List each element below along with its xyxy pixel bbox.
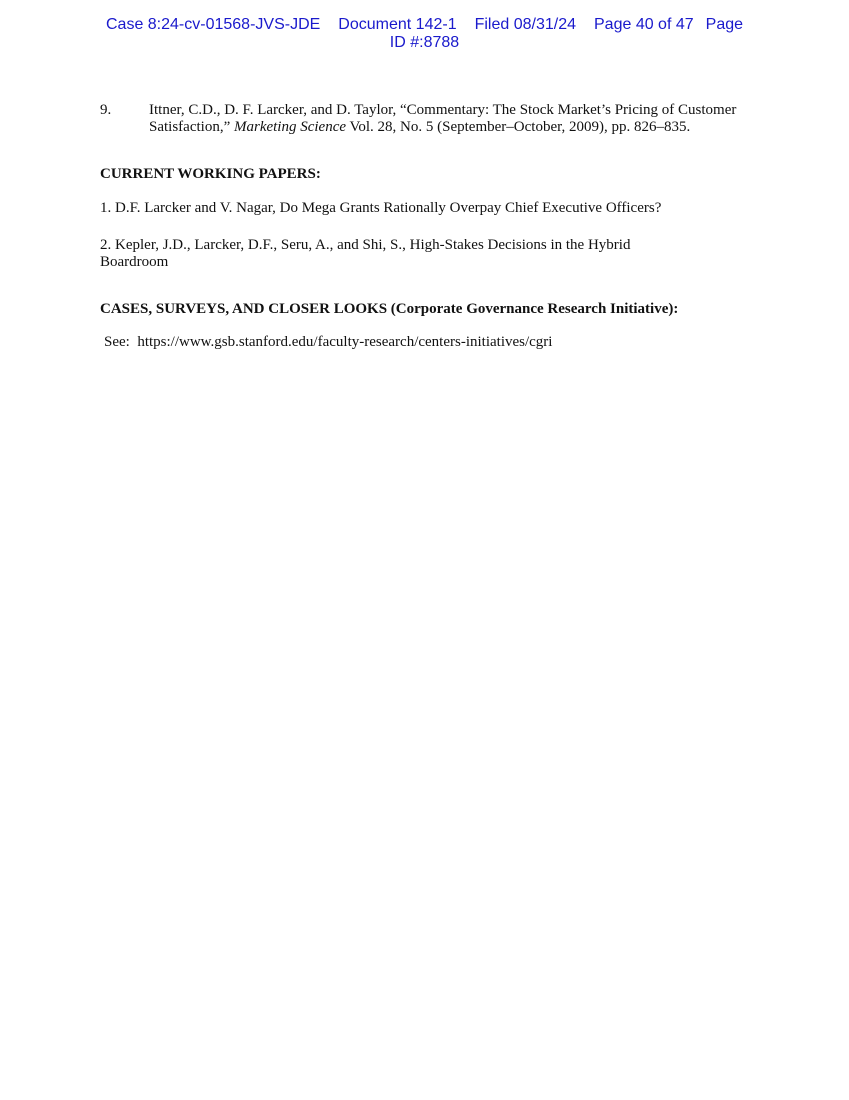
document-body	[100, 102, 750, 351]
citation-details: Vol. 28, No. 5 (September–October, 2009), pp. 826–835.	[346, 119, 691, 135]
citation-journal: Marketing Science	[233, 119, 347, 135]
working-paper-item: 2. Kepler, J.D., Larcker, D.F., Seru, A., and Shi, S., High-Stakes Decisions in the Hybrid Boardroom	[100, 237, 631, 270]
court-filing-header	[0, 16, 849, 52]
filing-header-line	[0, 16, 849, 34]
case-number: Case 8:24-cv-01568-JVS-JDE	[105, 16, 321, 33]
working-paper-item: 1. D.F. Larcker and V. Nagar, Do Mega Grants Rationally Overpay Chief Executive Officers?	[100, 200, 662, 216]
reference-number: 9.	[100, 102, 112, 118]
page-count: Page 40 of 47	[594, 16, 694, 33]
page-id: ID #:8788	[389, 34, 460, 51]
cases-heading: CASES, SURVEYS, AND CLOSER LOOKS (Corporate Governance Research Initiative):	[100, 301, 679, 317]
see-label: See:	[104, 334, 130, 350]
document-number: Document 142-1	[338, 16, 457, 33]
filed-date: Filed 08/31/24	[474, 16, 576, 33]
cgri-reference	[100, 334, 750, 351]
citation-authors-title: Ittner, C.D., D. F. Larcker, and D. Taylor, “Commentary: The Stock Market’s Pricing of Customer Satisfaction,”	[149, 102, 737, 135]
page-label: Page	[705, 16, 744, 33]
reference-item	[100, 102, 750, 136]
cgri-url: https://www.gsb.stanford.edu/faculty-research/centers-initiatives/cgri	[137, 334, 553, 350]
reference-citation	[149, 102, 750, 136]
working-papers-heading: CURRENT WORKING PAPERS:	[100, 166, 321, 182]
